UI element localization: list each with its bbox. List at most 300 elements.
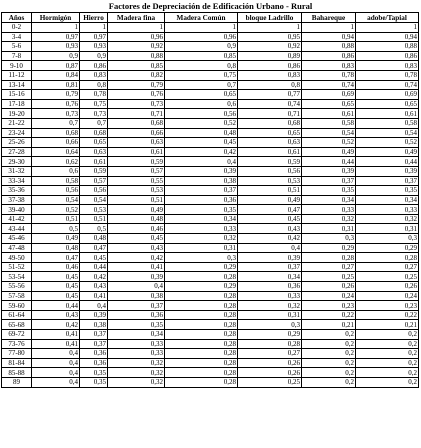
age-range-cell: 69-72 (2, 330, 32, 340)
factor-cell: 0,76 (108, 90, 165, 100)
factor-cell: 0,65 (302, 99, 356, 109)
factor-cell: 0,61 (302, 109, 356, 119)
factor-cell: 0,8 (165, 61, 238, 71)
factor-cell: 0,52 (356, 138, 419, 148)
factor-cell: 0,88 (108, 51, 165, 61)
factor-cell: 0,4 (32, 377, 80, 387)
factor-cell: 0,77 (238, 90, 302, 100)
factor-cell: 0,44 (302, 157, 356, 167)
factor-cell: 0,4 (32, 349, 80, 359)
age-range-cell: 3-4 (2, 32, 32, 42)
factor-cell: 0,7 (80, 118, 108, 128)
factor-cell: 0,79 (108, 80, 165, 90)
factor-cell: 0,46 (108, 224, 165, 234)
factor-cell: 0,46 (32, 262, 80, 272)
factor-cell: 0,45 (32, 291, 80, 301)
factor-cell: 0,6 (32, 166, 80, 176)
factor-cell: 0,29 (302, 243, 356, 253)
factor-cell: 0,34 (108, 330, 165, 340)
factor-cell: 0,41 (32, 330, 80, 340)
table-row (2, 320, 419, 330)
factor-cell: 0,84 (32, 70, 80, 80)
factor-cell: 0,54 (302, 128, 356, 138)
factor-cell: 0,8 (80, 80, 108, 90)
age-range-cell: 9-10 (2, 61, 32, 71)
header-bahareque: Bahareque (302, 13, 356, 23)
factor-cell: 0,54 (32, 195, 80, 205)
factor-cell: 0,48 (80, 234, 108, 244)
factor-cell: 0,65 (356, 99, 419, 109)
factor-cell: 0,45 (165, 138, 238, 148)
factor-cell: 0,73 (108, 99, 165, 109)
factor-cell: 0,28 (165, 330, 238, 340)
factor-cell: 0,37 (108, 301, 165, 311)
factor-cell: 0,9 (32, 51, 80, 61)
table-row (2, 118, 419, 128)
factor-cell: 0,71 (108, 109, 165, 119)
factor-cell: 0,66 (32, 138, 80, 148)
table-row (2, 282, 419, 292)
factor-cell: 0,37 (80, 339, 108, 349)
factor-cell: 0,55 (108, 176, 165, 186)
factor-cell: 0,28 (165, 368, 238, 378)
factor-cell: 0,37 (80, 330, 108, 340)
factor-cell: 0,2 (356, 368, 419, 378)
factor-cell: 0,24 (302, 291, 356, 301)
factor-cell: 0,63 (238, 138, 302, 148)
factor-cell: 0,66 (108, 128, 165, 138)
factor-cell: 0,61 (108, 147, 165, 157)
factor-cell: 0,22 (302, 310, 356, 320)
factor-cell: 0,78 (80, 90, 108, 100)
factor-cell: 0,59 (108, 157, 165, 167)
age-range-cell: 61-64 (2, 310, 32, 320)
table-row (2, 349, 419, 359)
factor-cell: 0,43 (80, 282, 108, 292)
table-row (2, 205, 419, 215)
factor-cell: 0,2 (302, 339, 356, 349)
factor-cell: 0,28 (165, 291, 238, 301)
factor-cell: 0,24 (356, 291, 419, 301)
factor-cell: 0,83 (356, 61, 419, 71)
factor-cell: 0,49 (238, 195, 302, 205)
table-row (2, 368, 419, 378)
factor-cell: 0,96 (108, 32, 165, 42)
factor-cell: 0,74 (238, 99, 302, 109)
table-row (2, 272, 419, 282)
factor-cell: 0,68 (238, 118, 302, 128)
factor-cell: 0,29 (238, 330, 302, 340)
age-range-cell: 21-22 (2, 118, 32, 128)
factor-cell: 0,32 (302, 214, 356, 224)
factor-cell: 0,58 (32, 176, 80, 186)
factor-cell: 0,28 (165, 339, 238, 349)
age-range-cell: 85-88 (2, 368, 32, 378)
factor-cell: 0,2 (356, 349, 419, 359)
factor-cell: 0,33 (356, 205, 419, 215)
factor-cell: 0,28 (165, 320, 238, 330)
factor-cell: 1 (165, 23, 238, 33)
factor-cell: 0,4 (108, 282, 165, 292)
factor-cell: 0,61 (356, 109, 419, 119)
factor-cell: 0,27 (302, 262, 356, 272)
factor-cell: 0,51 (108, 195, 165, 205)
factor-cell: 0,39 (302, 166, 356, 176)
factor-cell: 0,38 (80, 320, 108, 330)
factor-cell: 0,48 (32, 243, 80, 253)
factor-cell: 0,6 (165, 99, 238, 109)
factor-cell: 0,39 (356, 166, 419, 176)
factor-cell: 0,28 (165, 310, 238, 320)
factor-cell: 0,48 (165, 128, 238, 138)
factor-cell: 0,53 (108, 186, 165, 196)
factor-cell: 0,41 (80, 291, 108, 301)
factor-cell: 0,94 (302, 32, 356, 42)
factor-cell: 0,31 (302, 224, 356, 234)
factor-cell: 0,32 (238, 301, 302, 311)
age-range-cell: 11-12 (2, 70, 32, 80)
factor-cell: 0,51 (80, 214, 108, 224)
age-range-cell: 25-26 (2, 138, 32, 148)
header-hormigon: Hormigón (32, 13, 80, 23)
factor-cell: 0,74 (356, 80, 419, 90)
factor-cell: 0,81 (32, 80, 80, 90)
factor-cell: 0,7 (165, 80, 238, 90)
factor-cell: 0,26 (238, 358, 302, 368)
factor-cell: 0,36 (165, 195, 238, 205)
factor-cell: 0,86 (302, 51, 356, 61)
age-range-cell: 0-2 (2, 23, 32, 33)
factor-cell: 0,23 (356, 301, 419, 311)
factor-cell: 0,69 (356, 90, 419, 100)
table-row (2, 243, 419, 253)
age-range-cell: 29-30 (2, 157, 32, 167)
header-madera-comun: Madera Común (165, 13, 238, 23)
header-madera-fina: Madera fina (108, 13, 165, 23)
factor-cell: 0,9 (80, 51, 108, 61)
factor-cell: 0,25 (238, 377, 302, 387)
factor-cell: 0,42 (32, 320, 80, 330)
table-row (2, 253, 419, 263)
factor-cell: 0,4 (32, 358, 80, 368)
factor-cell: 0,33 (238, 291, 302, 301)
factor-cell: 0,85 (165, 51, 238, 61)
factor-cell: 0,2 (356, 339, 419, 349)
factor-cell: 0,92 (108, 42, 165, 52)
factor-cell: 0,2 (302, 349, 356, 359)
factor-cell: 0,56 (32, 186, 80, 196)
factor-cell: 0,44 (356, 157, 419, 167)
factor-cell: 0,49 (108, 205, 165, 215)
factor-cell: 0,96 (165, 32, 238, 42)
factor-cell: 0,2 (302, 330, 356, 340)
factor-cell: 0,25 (302, 272, 356, 282)
factor-cell: 0,29 (165, 262, 238, 272)
factor-cell: 0,87 (32, 61, 80, 71)
factor-cell: 0,35 (80, 368, 108, 378)
factor-cell: 0,76 (32, 99, 80, 109)
factor-cell: 0,23 (302, 301, 356, 311)
factor-cell: 0,7 (32, 118, 80, 128)
factor-cell: 0,32 (356, 214, 419, 224)
factor-cell: 0,33 (165, 224, 238, 234)
factor-cell: 0,28 (356, 253, 419, 263)
factor-cell: 0,58 (302, 118, 356, 128)
factor-cell: 0,59 (238, 157, 302, 167)
factor-cell: 0,36 (108, 310, 165, 320)
factor-cell: 0,33 (108, 349, 165, 359)
factor-cell: 0,34 (356, 195, 419, 205)
factor-cell: 0,73 (80, 109, 108, 119)
factor-cell: 0,37 (302, 176, 356, 186)
table-row (2, 90, 419, 100)
factor-cell: 0,26 (238, 368, 302, 378)
table-row (2, 147, 419, 157)
table-body (2, 23, 419, 388)
factor-cell: 0,53 (238, 176, 302, 186)
factor-cell: 0,54 (80, 195, 108, 205)
factor-cell: 0,65 (165, 90, 238, 100)
factor-cell: 0,61 (80, 157, 108, 167)
factor-cell: 0,5 (80, 224, 108, 234)
age-range-cell: 59-60 (2, 301, 32, 311)
factor-cell: 0,82 (108, 70, 165, 80)
table-row (2, 186, 419, 196)
factor-cell: 0,51 (32, 214, 80, 224)
age-range-cell: 7-8 (2, 51, 32, 61)
factor-cell: 0,83 (302, 61, 356, 71)
factor-cell: 0,35 (356, 186, 419, 196)
factor-cell: 0,28 (165, 301, 238, 311)
age-range-cell: 5-6 (2, 42, 32, 52)
factor-cell: 0,52 (165, 118, 238, 128)
table-row (2, 109, 419, 119)
table-row (2, 214, 419, 224)
age-range-cell: 35-36 (2, 186, 32, 196)
factor-cell: 0,39 (108, 272, 165, 282)
age-range-cell: 49-50 (2, 253, 32, 263)
factor-cell: 0,58 (356, 118, 419, 128)
factor-cell: 1 (302, 23, 356, 33)
factor-cell: 0,83 (80, 70, 108, 80)
factor-cell: 0,83 (238, 70, 302, 80)
table-row (2, 301, 419, 311)
factor-cell: 0,29 (165, 282, 238, 292)
factor-cell: 0,86 (80, 61, 108, 71)
age-range-cell: 37-38 (2, 195, 32, 205)
table-row (2, 32, 419, 42)
factor-cell: 0,42 (80, 272, 108, 282)
factor-cell: 0,39 (238, 253, 302, 263)
factor-cell: 0,57 (80, 176, 108, 186)
age-range-cell: 39-40 (2, 205, 32, 215)
table-row (2, 310, 419, 320)
factor-cell: 0,35 (80, 377, 108, 387)
factor-cell: 0,31 (165, 243, 238, 253)
factor-cell: 0,29 (356, 243, 419, 253)
table-row (2, 234, 419, 244)
factor-cell: 0,93 (80, 42, 108, 52)
factor-cell: 0,61 (238, 147, 302, 157)
age-range-cell: 13-14 (2, 80, 32, 90)
age-range-cell: 55-56 (2, 282, 32, 292)
factor-cell: 0,34 (238, 272, 302, 282)
factor-cell: 0,73 (32, 109, 80, 119)
factor-cell: 0,49 (32, 234, 80, 244)
table-row (2, 70, 419, 80)
age-range-cell: 41-42 (2, 214, 32, 224)
factor-cell: 0,21 (302, 320, 356, 330)
factor-cell: 0,21 (356, 320, 419, 330)
factor-cell: 0,74 (302, 80, 356, 90)
table-row (2, 358, 419, 368)
factor-cell: 0,35 (108, 320, 165, 330)
factor-cell: 0,4 (165, 157, 238, 167)
table-row (2, 330, 419, 340)
factor-cell: 0,25 (356, 272, 419, 282)
factor-cell: 0,43 (238, 224, 302, 234)
age-range-cell: 19-20 (2, 109, 32, 119)
factor-cell: 0,38 (165, 176, 238, 186)
table-row (2, 176, 419, 186)
factor-cell: 0,34 (302, 195, 356, 205)
age-range-cell: 57-58 (2, 291, 32, 301)
factor-cell: 0,27 (238, 349, 302, 359)
factor-cell: 0,2 (302, 368, 356, 378)
table-row (2, 80, 419, 90)
factor-cell: 0,71 (238, 109, 302, 119)
table-row (2, 157, 419, 167)
factor-cell: 0,2 (356, 358, 419, 368)
depreciation-table (1, 12, 419, 388)
factor-cell: 0,33 (302, 205, 356, 215)
factor-cell: 0,35 (165, 205, 238, 215)
factor-cell: 0,22 (356, 310, 419, 320)
table-row (2, 195, 419, 205)
age-range-cell: 81-84 (2, 358, 32, 368)
factor-cell: 0,39 (165, 166, 238, 176)
factor-cell: 0,32 (108, 368, 165, 378)
factor-cell: 0,53 (80, 205, 108, 215)
factor-cell: 0,78 (302, 70, 356, 80)
factor-cell: 0,9 (165, 42, 238, 52)
factor-cell: 0,97 (80, 32, 108, 42)
factor-cell: 0,27 (356, 262, 419, 272)
age-range-cell: 53-54 (2, 272, 32, 282)
age-range-cell: 43-44 (2, 224, 32, 234)
factor-cell: 0,43 (32, 310, 80, 320)
table-row (2, 99, 419, 109)
header-anos: Años (2, 13, 32, 23)
factor-cell: 0,45 (108, 234, 165, 244)
factor-cell: 1 (80, 23, 108, 33)
factor-cell: 0,2 (356, 330, 419, 340)
factor-cell: 0,88 (356, 42, 419, 52)
table-row (2, 23, 419, 33)
factor-cell: 0,37 (165, 186, 238, 196)
factor-cell: 0,56 (80, 186, 108, 196)
factor-cell: 0,49 (302, 147, 356, 157)
factor-cell: 0,38 (108, 291, 165, 301)
factor-cell: 0,3 (165, 253, 238, 263)
age-range-cell: 47-48 (2, 243, 32, 253)
table-row (2, 339, 419, 349)
factor-cell: 0,4 (80, 301, 108, 311)
factor-cell: 0,36 (80, 358, 108, 368)
age-range-cell: 73-76 (2, 339, 32, 349)
table-row (2, 61, 419, 71)
factor-cell: 0,44 (80, 262, 108, 272)
factor-cell: 0,56 (238, 166, 302, 176)
table-row (2, 166, 419, 176)
factor-cell: 0,97 (32, 32, 80, 42)
age-range-cell: 45-46 (2, 234, 32, 244)
factor-cell: 0,57 (108, 166, 165, 176)
factor-cell: 0,68 (108, 118, 165, 128)
table-row (2, 42, 419, 52)
factor-cell: 0,26 (356, 282, 419, 292)
factor-cell: 0,43 (108, 243, 165, 253)
factor-cell: 0,28 (165, 358, 238, 368)
factor-cell: 0,63 (108, 138, 165, 148)
factor-cell: 0,56 (165, 109, 238, 119)
factor-cell: 0,47 (80, 243, 108, 253)
age-range-cell: 15-16 (2, 90, 32, 100)
factor-cell: 0,3 (302, 234, 356, 244)
factor-cell: 0,39 (80, 310, 108, 320)
table-header-row (2, 13, 419, 23)
factor-cell: 0,47 (32, 253, 80, 263)
factor-cell: 0,68 (80, 128, 108, 138)
factor-cell: 0,28 (165, 377, 238, 387)
factor-cell: 0,49 (356, 147, 419, 157)
factor-cell: 0,48 (108, 214, 165, 224)
factor-cell: 0,69 (302, 90, 356, 100)
factor-cell: 0,36 (238, 282, 302, 292)
age-range-cell: 31-32 (2, 166, 32, 176)
factor-cell: 0,95 (238, 32, 302, 42)
factor-cell: 0,41 (32, 339, 80, 349)
factor-cell: 1 (108, 23, 165, 33)
header-bloque-ladrillo: bloque Ladrillo (238, 13, 302, 23)
table-row (2, 291, 419, 301)
factor-cell: 0,28 (302, 253, 356, 263)
table-row (2, 138, 419, 148)
age-range-cell: 23-24 (2, 128, 32, 138)
factor-cell: 0,4 (32, 368, 80, 378)
factor-cell: 0,65 (80, 138, 108, 148)
factor-cell: 0,52 (32, 205, 80, 215)
factor-cell: 0,2 (302, 358, 356, 368)
factor-cell: 0,92 (238, 42, 302, 52)
factor-cell: 0,63 (80, 147, 108, 157)
factor-cell: 0,31 (238, 310, 302, 320)
factor-cell: 0,47 (238, 205, 302, 215)
factor-cell: 0,94 (356, 32, 419, 42)
factor-cell: 0,2 (356, 377, 419, 387)
factor-cell: 0,75 (80, 99, 108, 109)
table-row (2, 128, 419, 138)
table-row (2, 224, 419, 234)
factor-cell: 0,33 (108, 339, 165, 349)
factor-cell: 0,75 (165, 70, 238, 80)
factor-cell: 0,2 (302, 377, 356, 387)
header-adobe-tapial: adobe/Tapial (356, 13, 419, 23)
factor-cell: 0,51 (238, 186, 302, 196)
factor-cell: 0,37 (238, 262, 302, 272)
factor-cell: 1 (238, 23, 302, 33)
factor-cell: 0,62 (32, 157, 80, 167)
